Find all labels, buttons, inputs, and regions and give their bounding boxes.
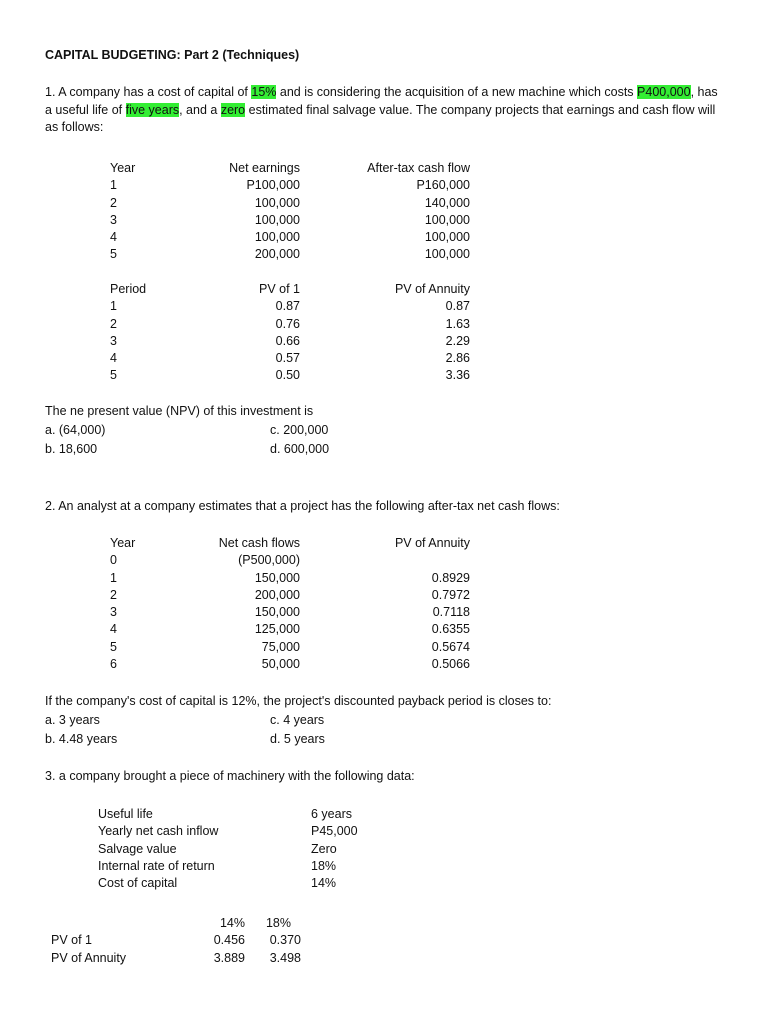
- table-header: Net cash flows: [218, 536, 300, 550]
- table-cell: 0.66: [275, 333, 300, 348]
- table-cell: 50,000: [261, 657, 300, 672]
- table-row: [110, 639, 470, 656]
- table-header: PV of Annuity: [394, 536, 470, 550]
- table-cell: 3.36: [445, 368, 470, 383]
- table-row: [110, 587, 470, 604]
- table-cell: P160,000: [416, 178, 470, 193]
- data-label: Yearly net cash inflow: [98, 824, 219, 839]
- q1-question: The ne present value (NPV) of this investment is: [45, 404, 314, 418]
- table-row: [110, 350, 470, 367]
- table-cell: 100,000: [254, 212, 300, 227]
- table-cell: 150,000: [254, 570, 300, 585]
- q3-text: 3. a company brought a piece of machinery with the following data:: [45, 769, 415, 783]
- data-value: 14%: [311, 876, 337, 891]
- table-cell: 140,000: [424, 195, 470, 210]
- table-header-row: [110, 535, 470, 552]
- list-item: [98, 841, 418, 858]
- table-cell: 4: [110, 230, 117, 245]
- table-cell: 3.889: [213, 950, 245, 965]
- table-cell: 5: [110, 247, 117, 262]
- table-cell: PV of 1: [51, 933, 92, 948]
- table-cell: 200,000: [254, 587, 300, 602]
- table-header-row: [110, 160, 470, 177]
- data-label: Internal rate of return: [98, 858, 215, 873]
- data-value: 6 years: [311, 807, 352, 821]
- q1-text: [45, 84, 725, 137]
- data-value: P45,000: [311, 824, 358, 839]
- table-row: [110, 177, 470, 194]
- table-cell: 0.50: [275, 368, 300, 383]
- table-cell: 2: [110, 316, 117, 331]
- q1-option-b: b. 18,600: [45, 442, 98, 456]
- table-header: Period: [110, 282, 147, 296]
- table-row: [110, 621, 470, 638]
- table-cell: 100,000: [424, 247, 470, 262]
- table-cell: 3: [110, 333, 117, 348]
- table-cell: 0.87: [445, 299, 470, 314]
- q2-option-d: d. 5 years: [270, 732, 325, 746]
- table-cell: P100,000: [246, 178, 300, 193]
- table-row: [51, 950, 311, 967]
- table-cell: 0.6355: [431, 622, 470, 637]
- table-cell: 0.8929: [431, 570, 470, 585]
- q2-option-a: a. 3 years: [45, 713, 100, 727]
- data-value: 18%: [311, 858, 337, 873]
- data-label: Salvage value: [98, 841, 177, 856]
- table-row: [110, 570, 470, 587]
- data-label: Cost of capital: [98, 876, 178, 891]
- q1-text-part: 1. A company has a cost of capital of: [45, 85, 252, 99]
- table-cell: 2: [110, 195, 117, 210]
- q1-option-a: a. (64,000): [45, 423, 106, 437]
- data-value: Zero: [311, 841, 337, 856]
- q2-option-b: b. 4.48 years: [45, 732, 118, 746]
- table-cell: 100,000: [254, 230, 300, 245]
- table-cell: 0.456: [213, 933, 245, 948]
- table-cell: 0.370: [269, 933, 301, 948]
- table-header: PV of Annuity: [394, 282, 470, 296]
- table-cell: 1: [110, 178, 117, 193]
- table-row: [110, 552, 470, 569]
- table-row: [110, 656, 470, 673]
- table-cell: (P500,000): [238, 553, 300, 568]
- table-cell: 2.86: [445, 351, 470, 366]
- table-cell: 3: [110, 605, 117, 620]
- list-item: [98, 858, 418, 875]
- table-row: [110, 604, 470, 621]
- q1-text-part: , has a useful life of: [45, 85, 718, 117]
- table-cell: 200,000: [254, 247, 300, 262]
- highlight-salvage-value: zero: [220, 102, 246, 117]
- table-cell: 0.76: [275, 316, 300, 331]
- table-header: 18%: [265, 916, 291, 930]
- table-cell: 4: [110, 351, 117, 366]
- q2-option-c: c. 4 years: [270, 713, 325, 727]
- q1-option-d: d. 600,000: [270, 442, 330, 456]
- table-cell: 1: [110, 299, 117, 314]
- table-header: 14%: [219, 916, 245, 930]
- table-row: [110, 229, 470, 246]
- table-cell: 2.29: [445, 333, 470, 348]
- table-cell: 5: [110, 639, 117, 654]
- table-cell: 0.7118: [432, 605, 470, 620]
- table-cell: 4: [110, 622, 117, 637]
- q3-machinery-data: [98, 806, 418, 892]
- table-cell: 0.7972: [431, 587, 470, 602]
- table-row: [110, 316, 470, 333]
- table-row: [110, 333, 470, 350]
- table-header-row: [110, 281, 470, 298]
- list-item: [98, 875, 418, 892]
- q2-cash-flow-table: [110, 535, 470, 673]
- table-row: [110, 298, 470, 315]
- q1-text-part: estimated final salvage value. The company projects that earnings and cash flow will as follows:: [45, 102, 716, 134]
- table-cell: 6: [110, 657, 117, 672]
- table-cell: 100,000: [424, 212, 470, 227]
- table-cell: 2: [110, 587, 117, 602]
- table-row: [110, 367, 470, 384]
- document-title: CAPITAL BUDGETING: Part 2 (Techniques): [45, 48, 300, 62]
- data-label: Useful life: [98, 807, 153, 821]
- q2-text: 2. An analyst at a company estimates that a project has the following after-tax net cash flows:: [45, 499, 560, 513]
- table-cell: 3: [110, 212, 117, 227]
- q1-option-c: c. 200,000: [270, 423, 329, 437]
- table-header: Net earnings: [229, 161, 300, 175]
- table-cell: 0.5066: [431, 657, 470, 672]
- table-cell: 75,000: [261, 639, 300, 654]
- table-row: [110, 246, 470, 263]
- q1-pv-table: [110, 281, 470, 385]
- q3-pv-table: [51, 915, 311, 967]
- list-item: [98, 806, 418, 823]
- highlight-machine-cost: P400,000: [637, 85, 691, 99]
- table-cell: 0.5674: [431, 639, 470, 654]
- table-header: Year: [110, 536, 136, 550]
- table-cell: 1.63: [445, 316, 470, 331]
- table-cell: 150,000: [254, 605, 300, 620]
- table-cell: 0: [110, 553, 117, 568]
- table-cell: PV of Annuity: [51, 950, 127, 965]
- list-item: [98, 823, 418, 840]
- table-header: PV of 1: [259, 282, 300, 296]
- table-cell: 5: [110, 368, 117, 383]
- highlight-cost-of-capital: 15%: [251, 85, 277, 99]
- table-header: After-tax cash flow: [367, 161, 470, 175]
- table-row: [110, 195, 470, 212]
- q2-question: If the company's cost of capital is 12%, the project's discounted payback period is closes to:: [45, 694, 552, 708]
- table-cell: 100,000: [254, 195, 300, 210]
- table-cell: 0.87: [275, 299, 300, 314]
- table-cell: 3.498: [269, 950, 301, 965]
- q1-text-part: , and a: [179, 102, 221, 117]
- table-cell: 1: [110, 570, 117, 585]
- highlight-useful-life: five years: [125, 102, 180, 117]
- table-header-row: [51, 915, 311, 932]
- q1-earnings-table: [110, 160, 470, 264]
- table-cell: 125,000: [254, 622, 300, 637]
- table-header: Year: [110, 161, 136, 175]
- q1-text-part: and is considering the acquisition of a new machine which costs: [276, 85, 638, 99]
- table-cell: 0.57: [275, 351, 300, 366]
- table-row: [110, 212, 470, 229]
- table-row: [51, 932, 311, 949]
- table-cell: 100,000: [424, 230, 470, 245]
